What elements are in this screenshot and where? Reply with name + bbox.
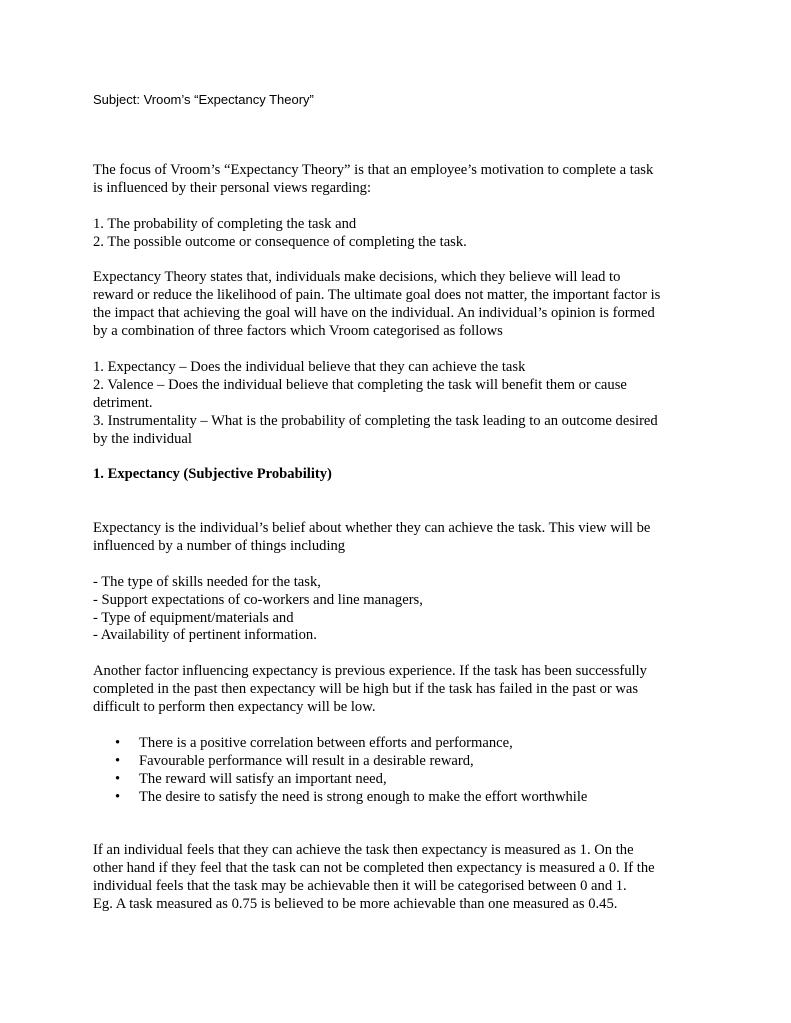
factors-list xyxy=(93,359,703,449)
bullet-item xyxy=(93,735,703,753)
bullet-text: The reward will satisfy an important need, xyxy=(139,770,387,787)
bullet-icon: • xyxy=(115,788,121,805)
text-line: is influenced by their personal views regarding: xyxy=(93,179,372,196)
text-line: Eg. A task measured as 0.75 is believed to be more achievable than one measured as 0.45. xyxy=(93,896,618,913)
bullet-item xyxy=(93,789,703,807)
text-line: the impact that achieving the goal will have on the individual. An individual’s opinion is formed xyxy=(93,305,655,322)
list-item: 1. Expectancy – Does the individual believe that they can achieve the task xyxy=(93,358,526,375)
list-item: 2. The possible outcome or consequence of completing the task. xyxy=(93,233,467,250)
list-item: 1. The probability of completing the task and xyxy=(93,215,357,232)
text-line: by a combination of three factors which Vroom categorised as follows xyxy=(93,323,503,340)
section-heading: 1. Expectancy (Subjective Probability) xyxy=(93,466,332,483)
text-line: other hand if they feel that the task can not be completed then expectancy is measured a 0. If the xyxy=(93,860,655,877)
bullet-text: Favourable performance will result in a desirable reward, xyxy=(139,752,474,769)
expectancy-paragraph xyxy=(93,520,703,556)
theory-paragraph xyxy=(93,269,703,341)
numbered-views-list xyxy=(93,216,703,252)
document-body xyxy=(93,162,703,914)
bullet-item xyxy=(93,771,703,789)
bullet-item xyxy=(93,753,703,771)
measure-paragraph xyxy=(93,842,703,914)
list-item: - Availability of pertinent information. xyxy=(93,627,317,644)
bullet-text: There is a positive correlation between efforts and performance, xyxy=(139,734,513,751)
text-line: Expectancy Theory states that, individuals make decisions, which they believe will lead to xyxy=(93,269,621,286)
list-item: detriment. xyxy=(93,394,153,411)
experience-paragraph xyxy=(93,663,703,717)
bullet-list xyxy=(93,735,703,807)
list-item: - Type of equipment/materials and xyxy=(93,609,294,626)
bullet-icon: • xyxy=(115,770,121,787)
bullet-icon: • xyxy=(115,752,121,769)
list-item: by the individual xyxy=(93,430,192,447)
text-line: Expectancy is the individual’s belief about whether they can achieve the task. This view will be xyxy=(93,520,651,537)
text-line: If an individual feels that they can achieve the task then expectancy is measured as 1. On the xyxy=(93,842,634,859)
text-line: The focus of Vroom’s “Expectancy Theory” is that an employee’s motivation to complete a task xyxy=(93,162,654,178)
intro-paragraph xyxy=(93,162,703,198)
list-item: 2. Valence – Does the individual believe that completing the task will benefit them or cause xyxy=(93,376,627,393)
text-line: completed in the past then expectancy will be high but if the task has failed in the past or was xyxy=(93,681,639,698)
dash-list xyxy=(93,574,703,646)
list-item: 3. Instrumentality – What is the probability of completing the task leading to an outcome desired xyxy=(93,412,658,429)
text-line: influenced by a number of things including xyxy=(93,537,346,554)
text-line: reward or reduce the likelihood of pain. The ultimate goal does not matter, the important factor is xyxy=(93,287,661,304)
subject-line: Subject: Vroom’s “Expectancy Theory” xyxy=(93,92,314,107)
text-line: difficult to perform then expectancy will be low. xyxy=(93,699,376,716)
bullet-text: The desire to satisfy the need is strong enough to make the effort worthwhile xyxy=(139,788,588,805)
list-item: - The type of skills needed for the task, xyxy=(93,573,321,590)
list-item: - Support expectations of co-workers and line managers, xyxy=(93,591,423,608)
text-line: Another factor influencing expectancy is previous experience. If the task has been successfully xyxy=(93,663,647,680)
bullet-icon: • xyxy=(115,734,121,751)
text-line: individual feels that the task may be achievable then it will be categorised between 0 and 1. xyxy=(93,878,627,895)
